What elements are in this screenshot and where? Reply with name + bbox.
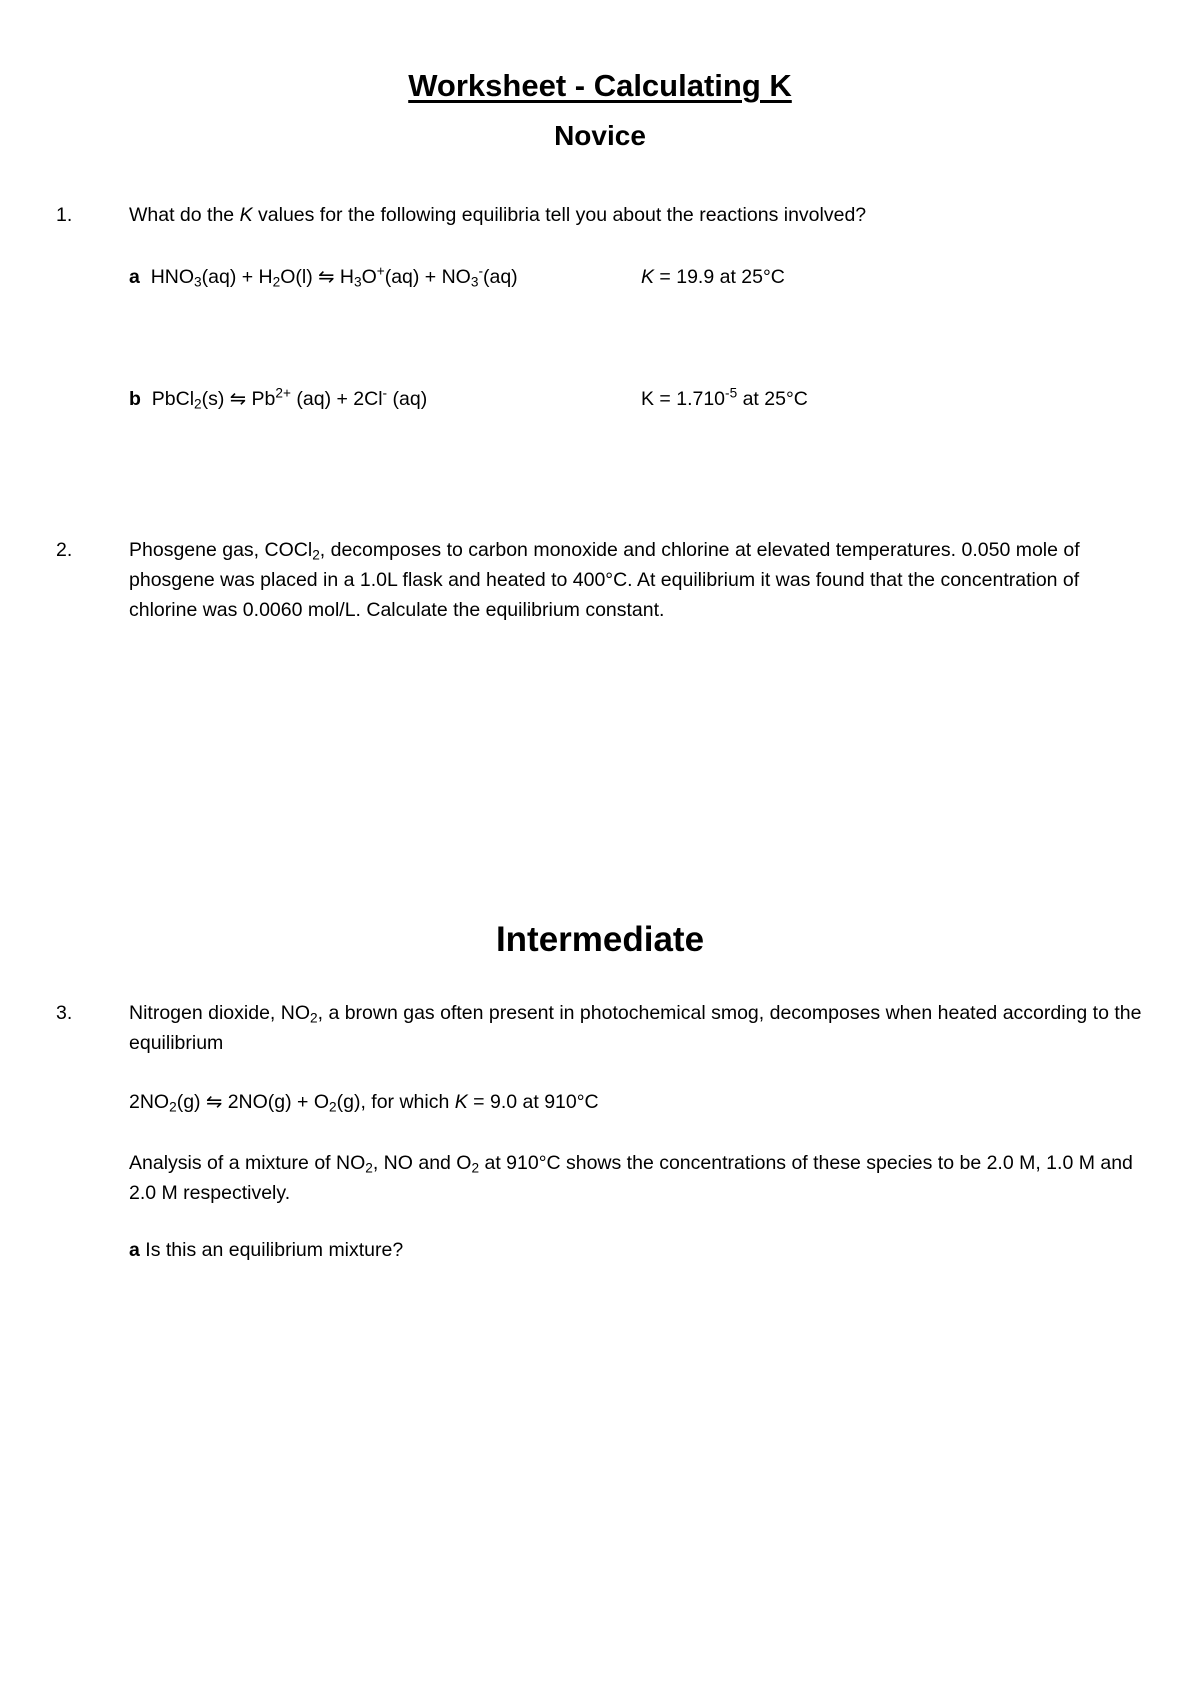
novice-heading: Novice — [554, 120, 646, 151]
q3-equation: $2NO_2(g)$ ⇋ $2NO(g) + O_2(g)$, for which K = 9.0 at 910°C — [129, 1091, 599, 1115]
q3-number: 3. — [56, 1002, 73, 1024]
q1a-equation: a $HNO_3(aq) + H_2O(l)$ ⇋ $H_3O^+(aq) + NO_3^-(aq)$ — [129, 263, 518, 290]
q2-text: Phosgene gas, COCl$_2$, decomposes to carbon monoxide and chlorine at elevated temperatures. 0.050 mole of phosgene was placed in a 1.0L flask and heated to 400°C. At equilibrium it was found that the concentration of chlorine was 0.0060 mol/L. Calculate the equilibrium constant. — [129, 539, 1080, 621]
q3a-label: a — [129, 1239, 140, 1261]
q3-analysis: Analysis of a mixture of $NO_2$, NO and $O_2$ at 910°C shows the concentrations of these species to be 2.0 M, 1.0 M and 2.0 M respectively. — [129, 1152, 1133, 1204]
q3a-question: a Is this an equilibrium mixture? — [129, 1239, 404, 1261]
page-title: Worksheet - Calculating K — [408, 68, 792, 103]
q1a-k-value: K = 19.9 at 25°C — [641, 266, 785, 288]
q1-prompt: What do the K values for the following equilibria tell you about the reactions involved? — [129, 204, 867, 226]
q1b-label: b — [129, 388, 141, 410]
q1b-k-value: $K = 1.710^{-5}$ at 25°C — [641, 385, 808, 410]
q1b-equation: b PbCl$_2$(s) ⇋ $Pb^{2+}$ (aq) + 2Cl- (aq) — [129, 385, 428, 412]
q3-intro: Nitrogen dioxide, $NO_2$, a brown gas often present in photochemical smog, decomposes when heated according to the equilibrium — [129, 1002, 1142, 1054]
q2-number: 2. — [56, 539, 73, 561]
q1-number: 1. — [56, 204, 73, 226]
intermediate-heading: Intermediate — [495, 920, 705, 959]
q1a-label: a — [129, 266, 140, 288]
